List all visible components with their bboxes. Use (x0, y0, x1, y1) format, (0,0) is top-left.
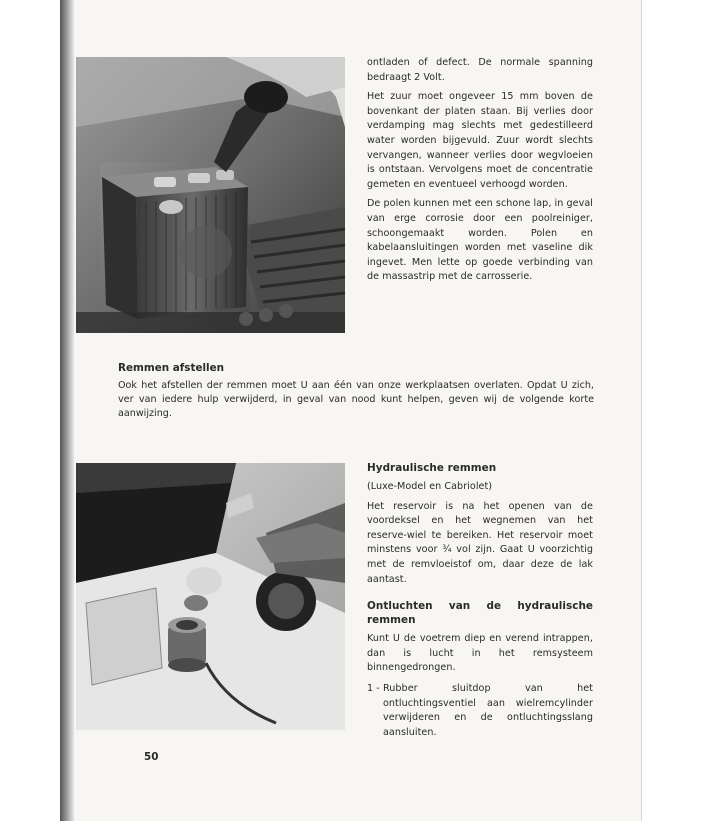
battery-paragraph-1: ontladen of defect. De normale spanning bedraagt 2 Volt. (367, 57, 593, 83)
brakes-heading: Remmen afstellen (118, 362, 225, 374)
hydraulic-text-column (367, 461, 593, 740)
book-page (74, 0, 642, 821)
hydraulic-subtitle: (Luxe-Model en Cabriolet) (367, 481, 493, 492)
bleeding-body: Kunt U de voetrem diep en verend intrappen, dan is lucht in het remsysteem binnengedrongen. (367, 633, 593, 674)
bleeding-heading: Ontluchten van de hydraulische remmen (367, 600, 593, 627)
battery-paragraph-2: Het zuur moet ongeveer 15 mm boven de bovenkant der platen staan. Bij verlies door verdamping mag slechts met gedestilleerd water worden bijgevuld. Zuur wordt slechts vervangen, wanneer verlies door wegvloeien is ontstaan. Vervolgens moet de concentratie gemeten en eventueel verhoogd worden. (367, 91, 593, 190)
battery-text-column (367, 56, 593, 290)
battery-photo (76, 57, 345, 333)
book-spine-shadow (60, 0, 74, 821)
brakes-body: Ook het afstellen der remmen moet U aan één van onze werkplaatsen overlaten. Opdat U zich, ver van iedere hulp verwijderd, in geval van nood kunt helpen, geven wij de volgende korte aanwijzing. (118, 380, 594, 420)
battery-paragraph-3: De polen kunnen met een schone lap, in geval van erge corrosie door een poolreiniger, schoongemaakt worden. Polen en kabelaansluitingen worden met vaseline dik ingevet. Men lette op goede verbinding van de massastrip met de carrosserie. (367, 198, 593, 283)
hydraulic-body: Het reservoir is na het openen van de voordeksel en het wegnemen van het reserve-wiel te bereiken. Het reservoir moet minstens voor ¾ vol zijn. Gaat U voorzichtig met de remvloeistof om, daar deze de lak aantast. (367, 500, 593, 585)
bleeding-step-text: Rubber sluitdop van het ontluchtingsventiel aan wielremcylinder verwijderen en de ontluchtingsslang aansluiten. (383, 682, 593, 738)
bleeding-step (367, 682, 593, 740)
hydraulic-heading: Hydraulische remmen (367, 462, 497, 474)
bleeding-step-number: 1 - (367, 682, 380, 694)
brake-reservoir-photo (76, 463, 345, 730)
page-number: 50 (144, 751, 159, 763)
brakes-section (118, 361, 594, 422)
